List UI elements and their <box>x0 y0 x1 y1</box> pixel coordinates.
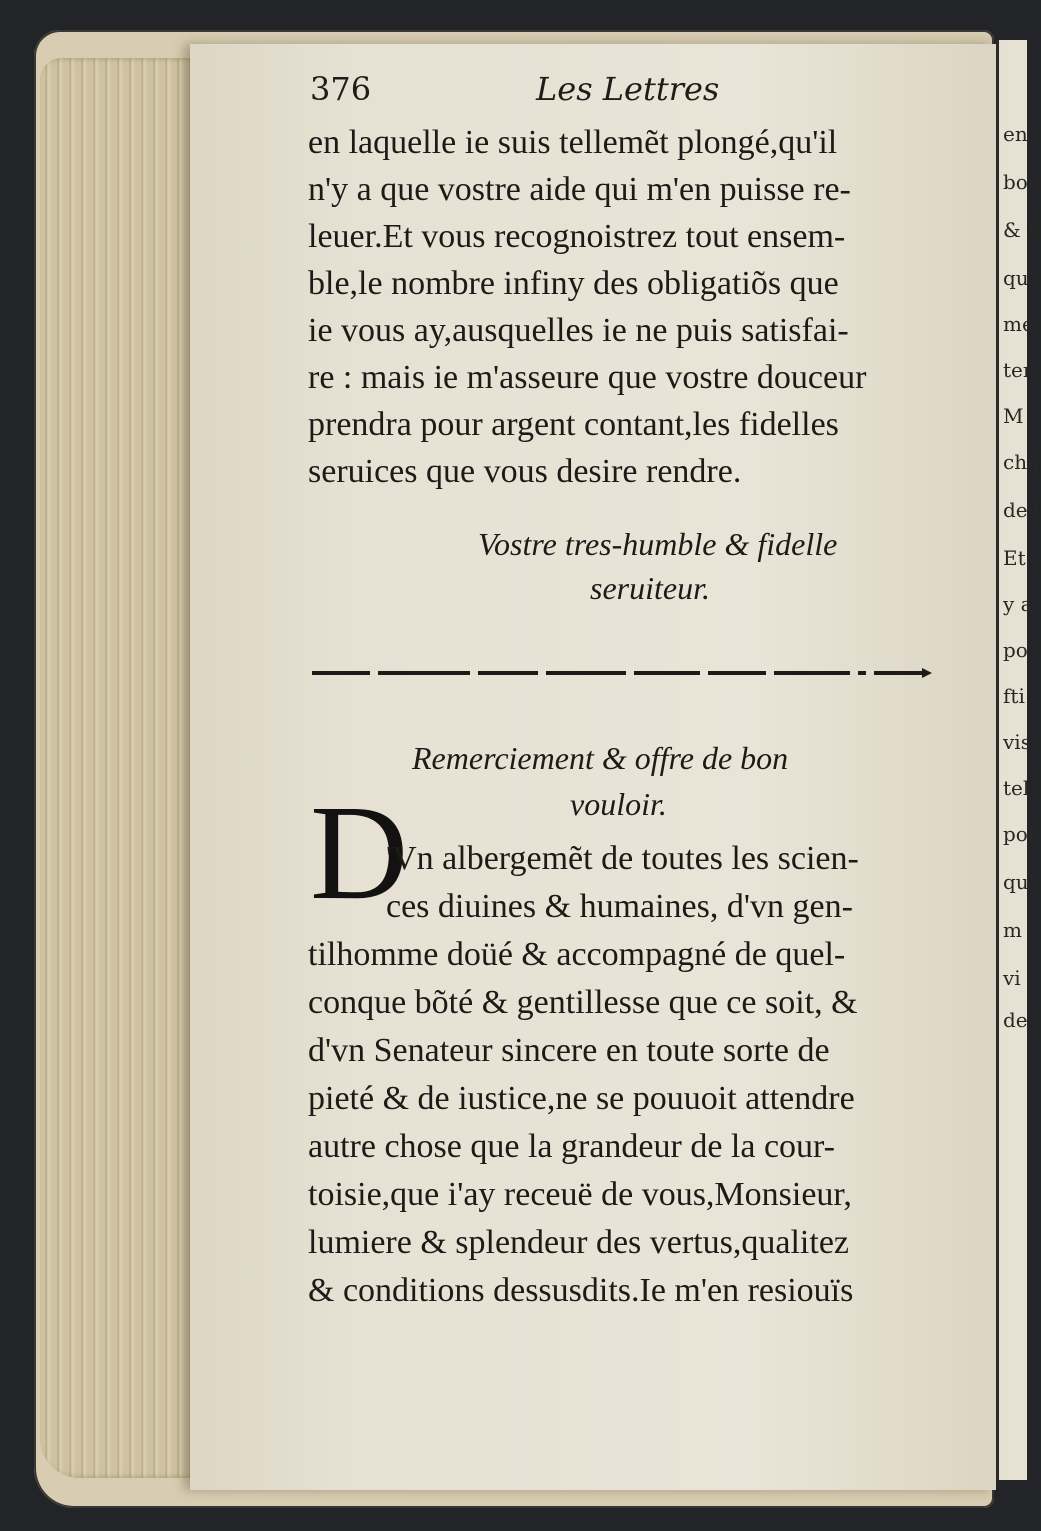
text-line: pieté & de iustice,ne se pouuoit attendre <box>308 1080 855 1117</box>
running-title: Les Lettres <box>536 70 720 108</box>
text-line: ces diuines & humaines, d'vn gen- <box>386 888 853 925</box>
text-line: en laquelle ie suis tellemẽt plongé,qu'il <box>308 124 838 161</box>
running-head <box>310 70 950 114</box>
facing-fragment: qu' <box>1003 870 1035 894</box>
text-line: ie vous ay,ausquelles ie ne puis satisfai- <box>308 312 849 349</box>
text-line: toisie,que i'ay receuë de vous,Monsieur, <box>308 1176 852 1213</box>
facing-fragment: vis <box>1003 730 1031 754</box>
page-edges <box>40 58 210 1478</box>
facing-fragment: pof <box>1003 822 1036 846</box>
facing-fragment: de <box>1003 1008 1028 1032</box>
text-line: lumiere & splendeur des vertus,qualitez <box>308 1224 849 1261</box>
text-line: seruices que vous desire rendre. <box>308 453 742 490</box>
facing-fragment: m <box>1003 918 1022 942</box>
facing-fragment: cha <box>1003 450 1040 474</box>
text-line: 'Vn albergemẽt de toutes les scien- <box>386 840 859 877</box>
text-line: re : mais ie m'asseure que vostre douceur <box>308 359 867 396</box>
facing-fragment: fti <box>1003 684 1025 708</box>
signature-line: Vostre tres-humble & fidelle <box>478 526 838 562</box>
text-line: conque bõté & gentillesse que ce soit, & <box>308 984 858 1021</box>
facing-fragment: bon <box>1003 170 1041 194</box>
facing-fragment: vi <box>1003 966 1021 990</box>
facing-fragment: M <box>1003 404 1024 428</box>
text-line: tilhomme doüé & accompagné de quel- <box>308 936 846 973</box>
facing-fragment: y a <box>1003 592 1033 616</box>
facing-fragment: me <box>1003 312 1034 336</box>
text-line: prendra pour argent contant,les fidelles <box>308 406 839 443</box>
facing-fragment: ter <box>1003 358 1033 382</box>
text-line: d'vn Senateur sincere en toute sorte de <box>308 1032 830 1069</box>
text-line: n'y a que vostre aide qui m'en puisse re- <box>308 171 851 208</box>
text-line: autre chose que la grandeur de la cour- <box>308 1128 835 1165</box>
facing-page <box>996 40 1041 1480</box>
page-number: 376 <box>310 70 372 108</box>
drop-cap-initial: D <box>310 778 409 928</box>
facing-fragment: de l <box>1003 498 1041 522</box>
facing-fragment: en <box>1003 122 1028 146</box>
text-line: ble,le nombre infiny des obligatiõs que <box>308 265 839 302</box>
signature-line: seruiteur. <box>590 570 710 606</box>
text-line: & conditions dessusdits.Ie m'en resiouïs <box>308 1272 854 1309</box>
section-heading: Remerciement & offre de bon <box>412 740 789 776</box>
section-heading: vouloir. <box>570 786 667 822</box>
facing-fragment: po <box>1003 638 1028 662</box>
section-divider-rule <box>312 668 932 678</box>
facing-fragment: tel <box>1003 776 1030 800</box>
facing-fragment: & fi <box>1003 218 1041 242</box>
text-line: leuer.Et vous recognoistrez tout ensem- <box>308 218 846 255</box>
facing-fragment: Et <box>1003 546 1026 570</box>
facing-fragment: qu' <box>1003 266 1035 290</box>
